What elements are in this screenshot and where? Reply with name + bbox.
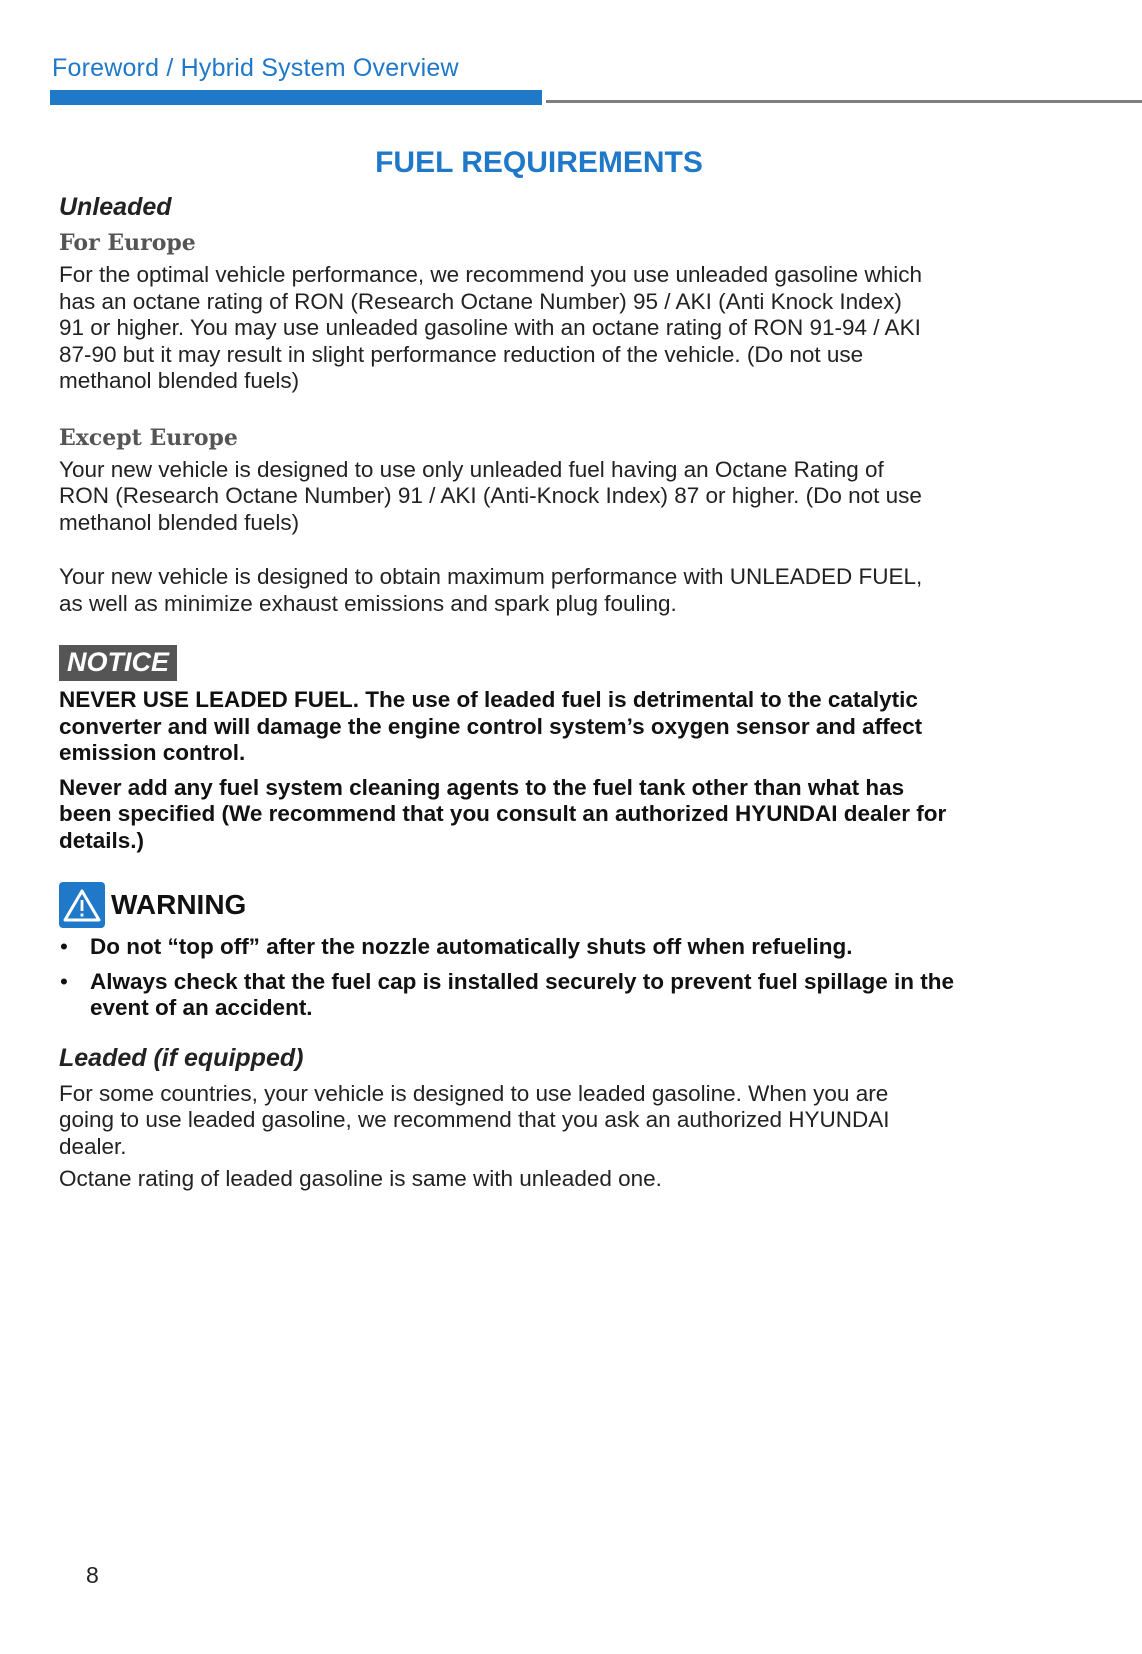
notice-paragraph-2 [59,775,1029,855]
header-title: Foreword / Hybrid System Overview [52,54,459,82]
text-line: methanol blended fuels) [59,509,300,535]
for-europe-heading: For Europe [59,230,196,256]
text-line: Your new vehicle is designed to obtain maximum performance with UNLEADED FUEL, [59,564,923,589]
section-title: FUEL REQUIREMENTS [375,146,703,179]
list-item [59,969,1029,1022]
header-accent-bar [50,90,542,105]
bullet-icon: • [60,968,68,994]
text-line: 91 or higher. You may use unleaded gasoline with an octane rating of RON 91-94 / AKI [59,315,921,340]
warning-label: WARNING [111,889,247,920]
text-line: Never add any fuel system cleaning agents to the fuel tank other than what has [59,774,905,800]
bullet-icon: • [60,934,68,959]
text-line: 87-90 but it may result in slight performance reduction of the vehicle. (Do not use [59,341,864,367]
except-europe-paragraph [59,457,1029,537]
text-line: NEVER USE LEADED FUEL. The use of leaded fuel is detrimental to the catalytic [59,687,918,712]
notice-paragraph-1 [59,687,1029,767]
header-rule [546,100,1142,103]
page-content [59,146,1029,1193]
text-line: Your new vehicle is designed to use only unleaded fuel having an Octane Rating of [59,456,884,482]
text-line: emission control. [59,740,246,765]
warning-header [59,882,1029,928]
text-line: For some countries, your vehicle is designed to use leaded gasoline. When you are [59,1080,889,1106]
text-line: has an octane rating of RON (Research Octane Number) 95 / AKI (Anti Knock Index) [59,288,902,314]
text-line: Always check that the fuel cap is installed securely to prevent fuel spillage in the [90,968,955,994]
page-number: 8 [86,1562,99,1588]
text-line: as well as minimize exhaust emissions and spark plug fouling. [59,590,677,616]
text-line: For the optimal vehicle performance, we recommend you use unleaded gasoline which [59,262,922,287]
unleaded-heading: Unleaded [59,193,172,221]
text-line: going to use leaded gasoline, we recommend that you ask an authorized HYUNDAI [59,1107,890,1132]
warning-triangle-icon [59,882,105,928]
list-item [59,934,1029,961]
except-europe-heading: Except Europe [59,424,238,451]
text-line: Octane rating of leaded gasoline is same with unleaded one. [59,1166,662,1191]
warning-list [59,934,1029,1022]
for-europe-paragraph [59,262,1029,395]
notice-label: NOTICE [59,645,177,681]
text-line: RON (Research Octane Number) 91 / AKI (Anti-Knock Index) 87 or higher. (Do not use [59,483,922,508]
leaded-paragraph-1 [59,1081,1029,1161]
text-line: been specified (We recommend that you consult an authorized HYUNDAI dealer for [59,801,947,826]
text-line: methanol blended fuels) [59,368,300,393]
text-line: details.) [59,827,145,853]
text-line: dealer. [59,1133,127,1159]
text-line: event of an accident. [90,995,313,1020]
text-line: converter and will damage the engine control system’s oxygen sensor and affect [59,713,923,739]
leaded-paragraph-2 [59,1166,1029,1193]
text-line: Do not “top off” after the nozzle automatically shuts off when refueling. [90,934,853,959]
performance-paragraph [59,564,1029,617]
leaded-heading: Leaded (if equipped) [59,1043,304,1072]
